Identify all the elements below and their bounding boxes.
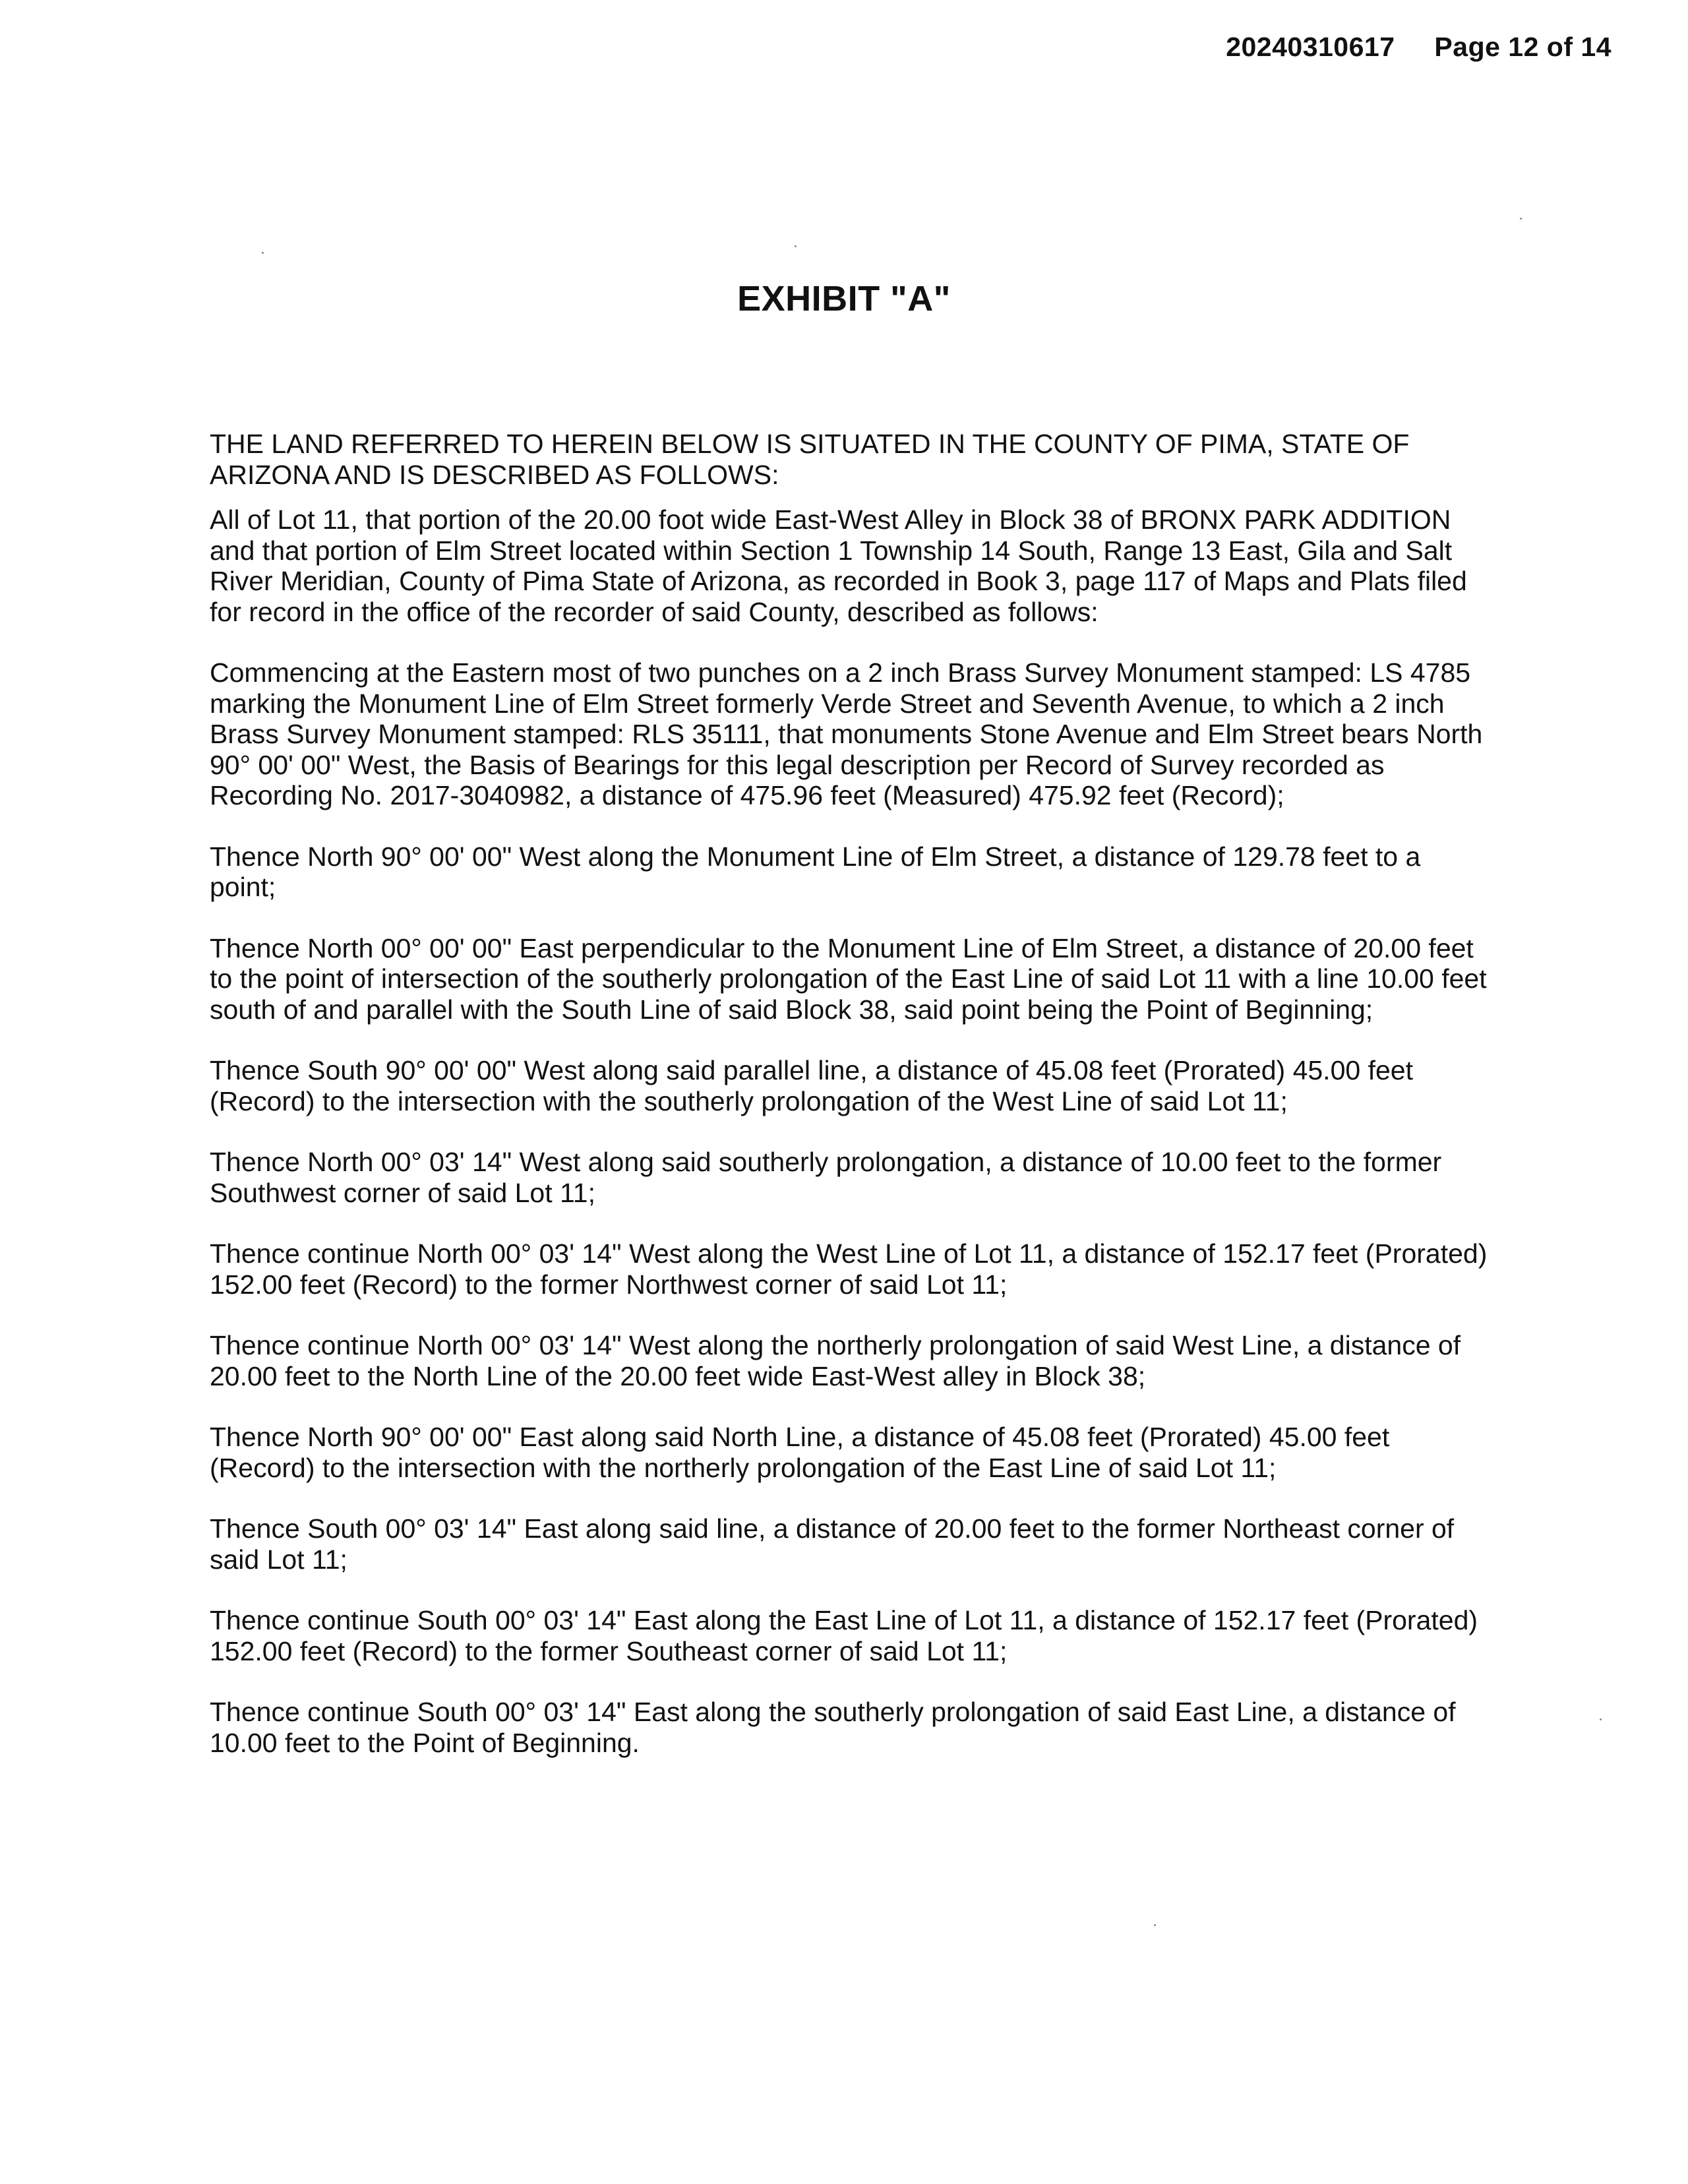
page-number: Page 12 of 14 <box>1434 32 1612 62</box>
scan-speck <box>795 245 797 247</box>
paragraph-commencing: Commencing at the Eastern most of two punches on a 2 inch Brass Survey Monument stamped: LS 4785 marking the Monument Line of Elm Street formerly Verde Street and Seventh Avenue, to which a 2 inch Brass Survey Monument stamped: RLS 35111, that monuments Stone Avenue and Elm Street bears North 90° 00' 00" West, the Basis of Bearings for this legal description per Record of Survey recorded as Recording No. 2017-3040982, a distance of 475.96 feet (Measured) 475.92 feet (Record); <box>210 657 1483 810</box>
paragraph-course-2: Thence North 00° 00' 00" East perpendicular to the Monument Line of Elm Street, a distance of 20.00 feet to the point of intersection of the southerly prolongation of the East Line of said Lot 11 with a line 10.00 feet south of and parallel with the South Line of said Block 38, said point being the Point of Beginning; <box>210 932 1487 1025</box>
paragraph-course-7: Thence North 90° 00' 00" East along said North Line, a distance of 45.08 feet (Prorated) 45.00 feet (Record) to the intersection with the northerly prolongation of the East Line of said Lot 11; <box>210 1422 1390 1483</box>
document-number: 20240310617 <box>1226 32 1395 62</box>
paragraph-course-6: Thence continue North 00° 03' 14" West along the northerly prolongation of said West Line, a distance of 20.00 feet to the North Line of the 20.00 feet wide East-West alley in Block 38; <box>210 1330 1461 1391</box>
paragraph-course-4: Thence North 00° 03' 14" West along said southerly prolongation, a distance of 10.00 feet to the former Southwest corner of said Lot 11; <box>210 1147 1442 1208</box>
scan-speck <box>1520 218 1522 220</box>
paragraph-course-9: Thence continue South 00° 03' 14" East along the East Line of Lot 11, a distance of 152.17 feet (Prorated) 152.00 feet (Record) to the former Southeast corner of said Lot 11; <box>210 1605 1478 1666</box>
paragraph-course-5: Thence continue North 00° 03' 14" West along the West Line of Lot 11, a distance of 152.17 feet (Prorated) 152.00 feet (Record) to the former Northwest corner of said Lot 11; <box>210 1238 1488 1300</box>
page-header <box>1226 32 1612 63</box>
paragraph-course-1: Thence North 90° 00' 00" West along the Monument Line of Elm Street, a distance of 129.78 feet to a point; <box>210 841 1421 902</box>
legal-description <box>210 429 1489 1788</box>
scan-speck <box>1154 1924 1156 1926</box>
exhibit-title: EXHIBIT "A" <box>737 279 951 318</box>
paragraph-course-10: Thence continue South 00° 03' 14" East along the southerly prolongation of said East Line, a distance of 10.00 feet to the Point of Beginning. <box>210 1697 1456 1758</box>
scan-speck <box>262 252 264 254</box>
paragraph-course-3: Thence South 90° 00' 00" West along said parallel line, a distance of 45.08 feet (Prorated) 45.00 feet (Record) to the intersection with the southerly prolongation of the West Line of said Lot 11; <box>210 1055 1413 1116</box>
paragraph-intro: THE LAND REFERRED TO HEREIN BELOW IS SITUATED IN THE COUNTY OF PIMA, STATE OF ARIZONA AND IS DESCRIBED AS FOLLOWS: <box>210 429 1410 490</box>
paragraph-course-8: Thence South 00° 03' 14" East along said line, a distance of 20.00 feet to the former Northeast corner of said Lot 11; <box>210 1513 1455 1575</box>
paragraph-lot-description: All of Lot 11, that portion of the 20.00 foot wide East-West Alley in Block 38 of BRONX PARK ADDITION and that portion of Elm Street located within Section 1 Township 14 South, Range 13 East, Gila and Salt River Meridian, County of Pima State of Arizona, as recorded in Book 3, page 117 of Maps and Plats filed for record in the office of the recorder of said County, described as follows: <box>210 504 1467 627</box>
scan-speck <box>1600 1718 1602 1720</box>
